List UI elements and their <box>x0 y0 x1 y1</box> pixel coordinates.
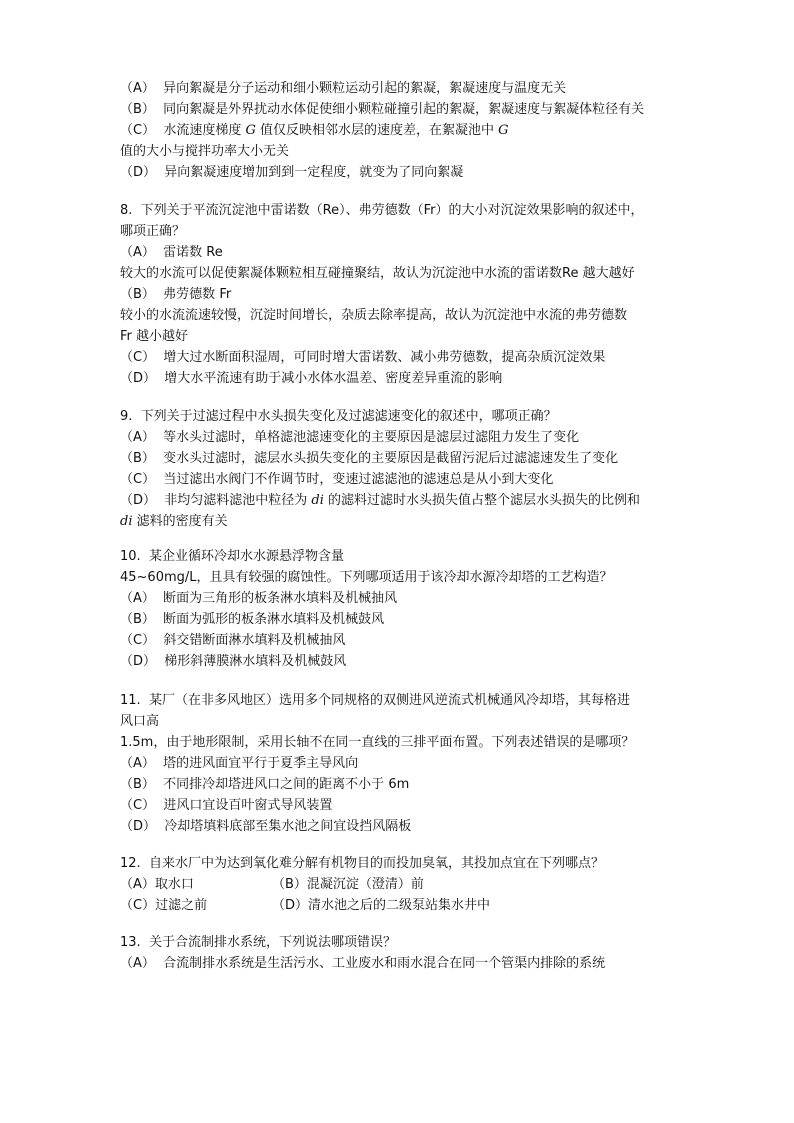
q8-option-b-cont: 较小的水流流速较慢，沉淀时间增长，杂质去除率提高，故认为沉淀池中水流的弗劳德数 <box>120 308 628 323</box>
q11-stem-cont: 风口高 <box>120 714 160 729</box>
q10-stem: 10. 某企业循环冷却水水源悬浮物含量 <box>120 549 344 564</box>
q9-option-a: （A） 等水头过滤时，单格滤池滤速变化的主要原因是滤层过滤阻力发生了变化 <box>120 430 580 445</box>
q8-option-b-cont2: Fr 越小越好 <box>120 329 189 344</box>
q12-option-c: （C）过滤之前 <box>120 898 208 913</box>
q10-option-d: （D） 梯形斜薄膜淋水填料及机械鼓风 <box>120 654 347 669</box>
q8-option-d: （D） 增大水平流速有助于减小水体水温差、密度差异重流的影响 <box>120 371 503 386</box>
q9-option-d-text1: （D） 非均匀滤料滤池中粒径为 <box>120 493 312 508</box>
q7-option-c-text2: 值仅反映相邻水层的速度差，在絮凝池中 <box>255 123 499 138</box>
q9-option-d-cont <box>120 513 228 531</box>
q12-option-a: （A）取水口 <box>120 877 194 892</box>
q7-option-b: （B） 同向絮凝是外界扰动水体促使细小颗粒碰撞引起的絮凝，絮凝速度与絮凝体粒径有关 <box>120 102 645 117</box>
q10-option-a: （A） 断面为三角形的板条淋水填料及机械抽风 <box>120 591 398 606</box>
q12-option-b: （B）混凝沉淀（澄清）前 <box>272 877 424 892</box>
q9-option-d <box>120 492 640 510</box>
q12-option-d: （D）清水池之后的二级泵站集水井中 <box>272 898 491 913</box>
q8-option-a-cont: 较大的水流可以促使絮凝体颗粒相互碰撞聚结，故认为沉淀池中水流的雷诺数Re 越大越好 <box>120 266 635 281</box>
q8-stem: 8. 下列关于平流沉淀池中雷诺数（Re）、弗劳德数（Fr）的大小对沉淀效果影响的叙述中， <box>120 203 644 218</box>
q11-option-c: （C） 进风口宜设百叶窗式导风装置 <box>120 798 333 813</box>
q7-option-c-text1: （C） 水流速度梯度 <box>120 123 246 138</box>
q9-stem: 9. 下列关于过滤过程中水头损失变化及过滤滤速变化的叙述中，哪项正确？ <box>120 409 557 424</box>
q8-option-a: （A） 雷诺数 Re <box>120 245 223 260</box>
q11-stem-cont2: 1.5m，由于地形限制，采用长轴不在同一直线的三排平面布置。下列表述错误的是哪项？ <box>120 735 635 750</box>
q13-option-a: （A） 合流制排水系统是生活污水、工业废水和雨水混合在同一个管渠内排除的系统 <box>120 956 606 971</box>
q11-stem: 11. 某厂（在非多风地区）选用多个同规格的双侧进风逆流式机械通风冷却塔，其每格进 <box>120 693 630 708</box>
q9-option-b: （B） 变水头过滤时，滤层水头损失变化的主要原因是截留污泥后过滤滤速发生了变化 <box>120 451 619 466</box>
q7-option-c <box>120 122 509 140</box>
q9-option-c: （C） 当过滤出水阀门不作调节时，变速过滤滤池的滤速总是从小到大变化 <box>120 472 554 487</box>
q8-option-c: （C） 增大过水断面积湿周，可同时增大雷诺数、减小弗劳德数，提高杂质沉淀效果 <box>120 350 606 365</box>
q9-option-d-text2: 的滤料过滤时水头损失值占整个滤层水头损失的比例和 <box>323 493 641 508</box>
q7-option-c-symbol-g: G <box>245 123 256 138</box>
q11-option-b: （B） 不同排冷却塔进风口之间的距离不小于 6m <box>120 777 410 792</box>
q7-option-c-symbol-g2: G <box>498 123 509 138</box>
q11-option-d: （D） 冷却塔填料底部至集水池之间宜设挡风隔板 <box>120 819 412 834</box>
q9-option-d-symbol-di2: di <box>120 514 133 529</box>
q11-option-a: （A） 塔的进风面宜平行于夏季主导风向 <box>120 756 359 771</box>
q12-stem: 12. 自来水厂中为达到氧化难分解有机物目的而投加臭氧，其投加点宜在下列哪点？ <box>120 856 604 871</box>
q9-option-d-symbol-di: di <box>311 493 324 508</box>
q7-option-a: （A） 异向絮凝是分子运动和细小颗粒运动引起的絮凝，絮凝速度与温度无关 <box>120 81 567 96</box>
q10-option-c: （C） 斜交错断面淋水填料及机械抽风 <box>120 633 346 648</box>
q8-option-b: （B） 弗劳德数 Fr <box>120 287 232 302</box>
q9-option-d-text3: 滤料的密度有关 <box>132 514 228 529</box>
q7-option-c-cont: 值的大小与搅拌功率大小无关 <box>120 144 290 159</box>
q8-stem-cont: 哪项正确？ <box>120 224 186 239</box>
q13-stem: 13. 关于合流制排水系统，下列说法哪项错误？ <box>120 935 396 950</box>
q10-option-b: （B） 断面为弧形的板条淋水填料及机械鼓风 <box>120 612 385 627</box>
q10-stem-cont: 45~60mg/L，且具有较强的腐蚀性。下列哪项适用于该冷却水源冷却塔的工艺构造？ <box>120 570 613 585</box>
q7-option-d: （D） 异向絮凝速度增加到到一定程度，就变为了同向絮凝 <box>120 165 464 180</box>
